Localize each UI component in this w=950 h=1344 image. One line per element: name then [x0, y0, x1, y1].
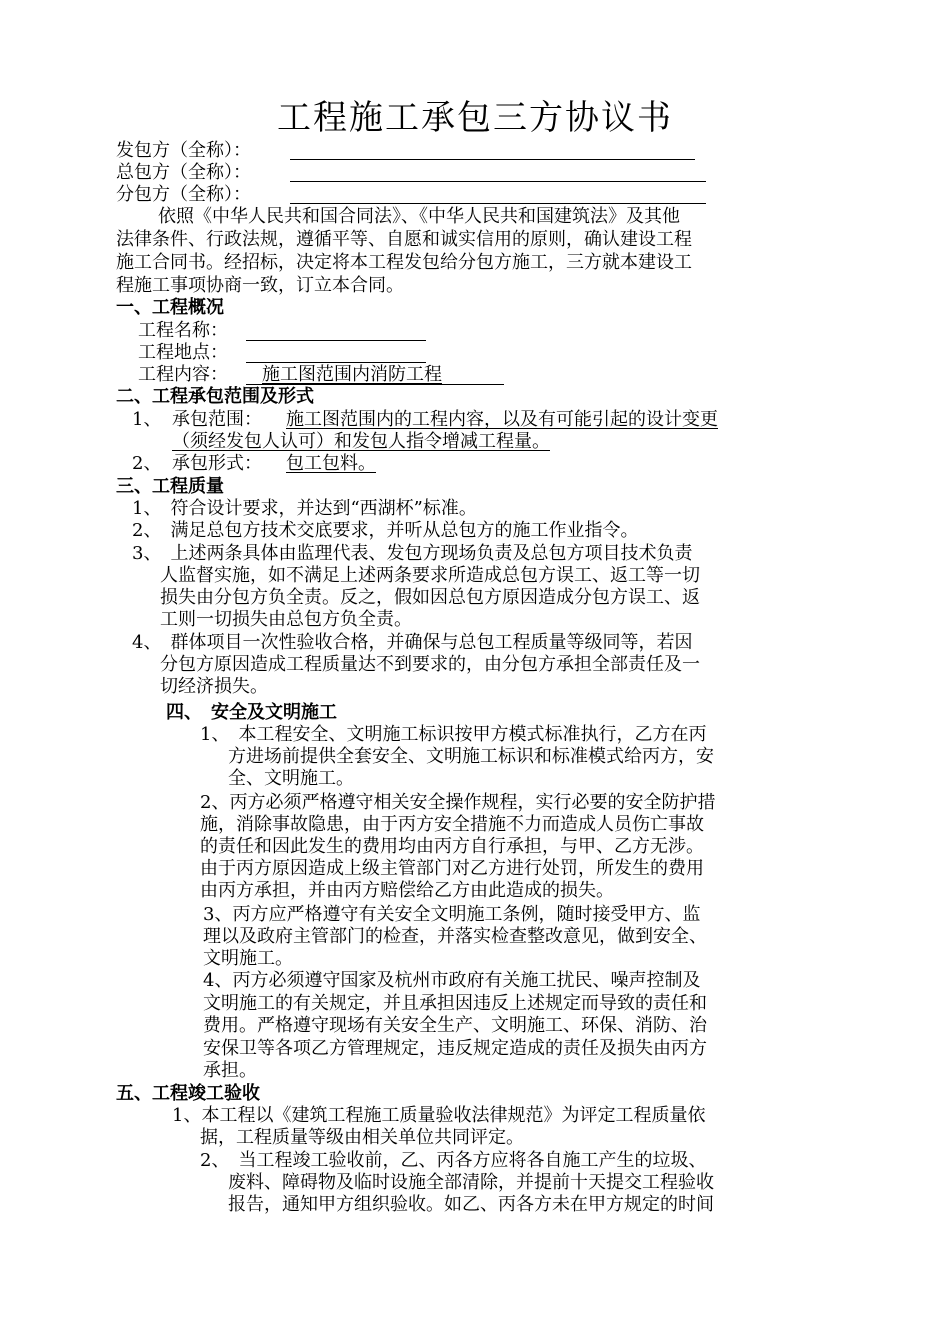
subcontractor-blank-line — [290, 203, 706, 204]
safety-line: 的责任和因此发生的费用均由丙方自行承担，与甲、乙方无涉。 — [200, 836, 704, 857]
safety-line: 4、丙方必须遵守国家及杭州市政府有关施工扰民、噪声控制及 — [203, 970, 701, 991]
acceptance-line: 报告，通知甲方组织验收。如乙、丙各方未在甲方规定的时间 — [228, 1194, 714, 1215]
form-label: 承包形式： — [172, 453, 262, 474]
scope-value-line-1: 施工图范围内的工程内容，以及有可能引起的设计变更 — [286, 409, 718, 430]
quality-line: 分包方原因造成工程质量达不到要求的，由分包方承担全部责任及一 — [160, 654, 700, 675]
safety-line: 全、文明施工。 — [228, 768, 354, 789]
safety-line: 由于丙方原因造成上级主管部门对乙方进行处罚，所发生的费用 — [200, 858, 704, 879]
quality-line: 切经济损失。 — [160, 676, 268, 697]
safety-line: 2、丙方必须严格遵守相关安全操作规程，实行必要的安全防护措 — [200, 792, 716, 813]
project-content-value: 施工图范围内消防工程 — [262, 364, 442, 385]
intro-line-3: 施工合同书。经招标，决定将本工程发包给分包方施工，三方就本建设工 — [116, 252, 692, 273]
safety-line: 文明施工的有关规定，并且承担因违反上述规定而导致的责任和 — [203, 993, 707, 1014]
general-contractor-blank-line — [290, 181, 706, 182]
section-5-heading: 五、工程竣工验收 — [116, 1083, 260, 1104]
safety-line: 费用。严格遵守现场有关安全生产、文明施工、环保、消防、治 — [203, 1015, 707, 1036]
safety-line: 承担。 — [203, 1060, 257, 1081]
safety-line: 施，消除事故隐患，由于丙方安全措施不力而造成人员伤亡事故 — [200, 814, 704, 835]
form-number: 2、 — [132, 453, 162, 474]
intro-line-1: 依照《中华人民共和国合同法》、《中华人民共和国建筑法》及其他 — [158, 206, 680, 227]
safety-line: 方进场前提供全套安全、文明施工标识和标准模式给丙方，安 — [228, 746, 714, 767]
safety-line: 文明施工。 — [203, 948, 293, 969]
general-contractor-label: 总包方（全称）： — [116, 162, 251, 183]
project-content-underline — [246, 384, 504, 385]
acceptance-line: 据，工程质量等级由相关单位共同评定。 — [200, 1127, 524, 1148]
quality-line: 工则一切损失由总包方负全责。 — [160, 609, 412, 630]
scope-value-line-2: （须经发包人认可）和发包人指令增减工程量。 — [172, 431, 550, 452]
acceptance-line: 2、 当工程竣工验收前，乙、丙各方应将各自施工产生的垃圾、 — [200, 1150, 707, 1171]
quality-line: 2、 满足总包方技术交底要求，并听从总包方的施工作业指令。 — [132, 520, 639, 541]
section-2-heading: 二、工程承包范围及形式 — [116, 386, 314, 407]
acceptance-line: 1、本工程以《建筑工程施工质量验收法律规范》为评定工程质量依 — [172, 1105, 706, 1126]
section-3-heading: 三、工程质量 — [116, 476, 224, 497]
intro-line-4: 程施工事项协商一致，订立本合同。 — [116, 275, 404, 296]
scope-number: 1、 — [132, 409, 162, 430]
project-name-label: 工程名称： — [138, 320, 228, 341]
project-content-label: 工程内容： — [138, 364, 228, 385]
employer-blank-line — [290, 159, 695, 160]
section-1-heading: 一、工程概况 — [116, 297, 224, 318]
safety-line: 1、 本工程安全、文明施工标识按甲方模式标准执行，乙方在丙 — [200, 724, 707, 745]
document-title: 工程施工承包三方协议书 — [277, 98, 673, 138]
project-name-blank-line — [246, 340, 426, 341]
quality-line: 4、 群体项目一次性验收合格，并确保与总包工程质量等级同等，若因 — [132, 632, 693, 653]
safety-line: 由丙方承担，并由丙方赔偿给乙方由此造成的损失。 — [200, 880, 614, 901]
section-4-heading: 四、 安全及文明施工 — [166, 702, 337, 723]
quality-line: 损失由分包方负全责。反之，假如因总包方原因造成分包方误工、返 — [160, 587, 700, 608]
acceptance-line: 废料、障碍物及临时设施全部清除，并提前十天提交工程验收 — [228, 1172, 714, 1193]
project-location-label: 工程地点： — [138, 342, 228, 363]
scope-label: 承包范围： — [172, 409, 262, 430]
quality-line: 3、 上述两条具体由监理代表、发包方现场负责及总包方项目技术负责 — [132, 543, 693, 564]
safety-line: 3、丙方应严格遵守有关安全文明施工条例，随时接受甲方、监 — [203, 904, 701, 925]
subcontractor-label: 分包方（全称）： — [116, 184, 251, 205]
quality-line: 人监督实施，如不满足上述两条要求所造成总包方误工、返工等一切 — [160, 565, 700, 586]
form-value: 包工包料。 — [286, 453, 376, 474]
intro-line-2: 法律条件、行政法规，遵循平等、自愿和诚实信用的原则，确认建设工程 — [116, 229, 692, 250]
project-location-blank-line — [246, 362, 426, 363]
quality-line: 1、 符合设计要求，并达到“西湖杯”标准。 — [132, 498, 477, 519]
safety-line: 安保卫等各项乙方管理规定，违反规定造成的责任及损失由丙方 — [203, 1038, 707, 1059]
safety-line: 理以及政府主管部门的检查，并落实检查整改意见，做到安全、 — [203, 926, 707, 947]
employer-label: 发包方（全称）： — [116, 140, 251, 161]
